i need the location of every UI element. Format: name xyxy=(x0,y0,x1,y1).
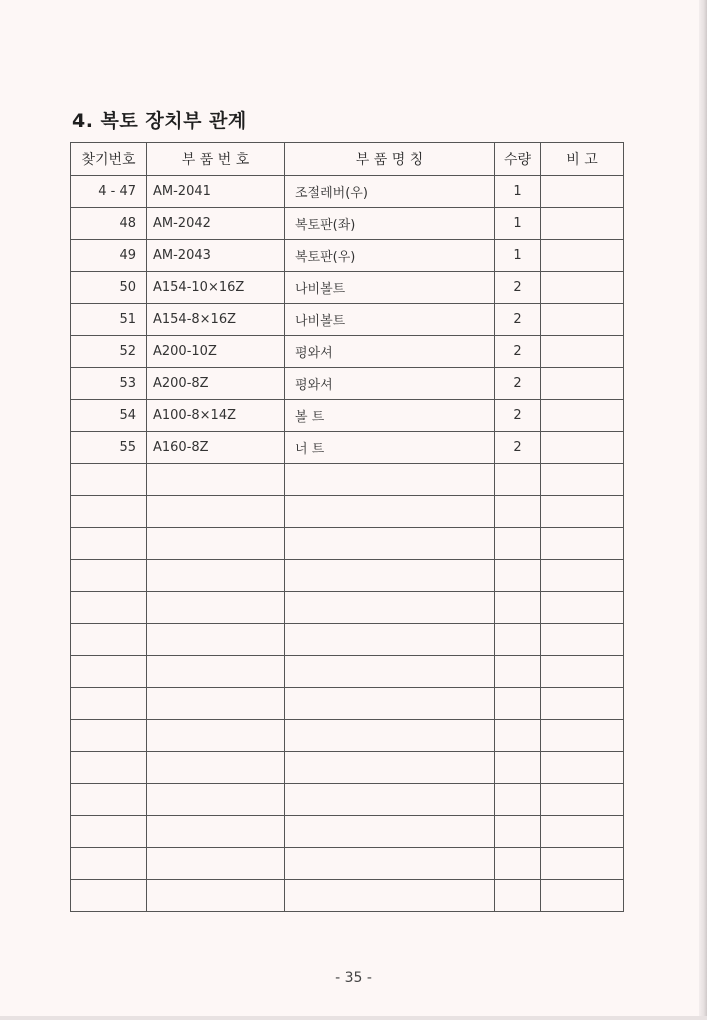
table-row xyxy=(71,496,624,528)
cell-note xyxy=(541,304,624,336)
parts-table-body xyxy=(71,176,624,912)
cell-part-no: AM-2043 xyxy=(147,240,285,272)
cell-note xyxy=(541,208,624,240)
cell-part-no xyxy=(147,720,285,752)
header-part-no: 부 품 번 호 xyxy=(147,143,285,176)
cell-part-name xyxy=(285,720,495,752)
cell-part-no xyxy=(147,784,285,816)
cell-part-no: A154-8×16Z xyxy=(147,304,285,336)
cell-part-name xyxy=(285,624,495,656)
cell-note xyxy=(541,400,624,432)
cell-part-no: AM-2042 xyxy=(147,208,285,240)
table-row xyxy=(71,208,624,240)
cell-part-no xyxy=(147,656,285,688)
cell-qty xyxy=(495,816,541,848)
cell-part-no xyxy=(147,816,285,848)
cell-ref: 54 xyxy=(71,400,147,432)
cell-qty xyxy=(495,528,541,560)
cell-qty: 2 xyxy=(495,272,541,304)
cell-note xyxy=(541,240,624,272)
table-row xyxy=(71,624,624,656)
cell-part-no: A160-8Z xyxy=(147,432,285,464)
table-row xyxy=(71,336,624,368)
cell-qty: 2 xyxy=(495,336,541,368)
cell-ref: 53 xyxy=(71,368,147,400)
cell-note xyxy=(541,528,624,560)
cell-part-name xyxy=(285,592,495,624)
cell-part-name xyxy=(285,496,495,528)
cell-part-name xyxy=(285,560,495,592)
cell-qty xyxy=(495,784,541,816)
cell-part-name: 복토판(좌) xyxy=(285,208,495,240)
cell-ref xyxy=(71,624,147,656)
cell-qty xyxy=(495,752,541,784)
cell-qty xyxy=(495,656,541,688)
cell-note xyxy=(541,560,624,592)
table-row xyxy=(71,464,624,496)
table-row xyxy=(71,784,624,816)
cell-note xyxy=(541,720,624,752)
header-qty: 수량 xyxy=(495,143,541,176)
cell-note xyxy=(541,432,624,464)
cell-note xyxy=(541,592,624,624)
cell-ref xyxy=(71,560,147,592)
cell-part-name xyxy=(285,656,495,688)
cell-part-name xyxy=(285,848,495,880)
table-row xyxy=(71,880,624,912)
cell-part-no: A200-10Z xyxy=(147,336,285,368)
cell-ref: 4 - 47 xyxy=(71,176,147,208)
cell-part-name: 평와셔 xyxy=(285,336,495,368)
cell-ref xyxy=(71,816,147,848)
cell-note xyxy=(541,880,624,912)
cell-part-no xyxy=(147,464,285,496)
cell-part-name: 조절레버(우) xyxy=(285,176,495,208)
cell-qty: 2 xyxy=(495,368,541,400)
cell-ref xyxy=(71,720,147,752)
cell-qty xyxy=(495,496,541,528)
cell-qty xyxy=(495,848,541,880)
cell-ref xyxy=(71,528,147,560)
scan-edge-bottom xyxy=(0,1016,707,1020)
cell-ref xyxy=(71,464,147,496)
cell-part-no: A154-10×16Z xyxy=(147,272,285,304)
cell-ref xyxy=(71,880,147,912)
cell-ref: 51 xyxy=(71,304,147,336)
cell-part-no xyxy=(147,496,285,528)
cell-part-name: 볼 트 xyxy=(285,400,495,432)
cell-ref xyxy=(71,848,147,880)
cell-ref xyxy=(71,656,147,688)
cell-part-name: 나비볼트 xyxy=(285,304,495,336)
cell-part-no xyxy=(147,688,285,720)
table-row xyxy=(71,560,624,592)
cell-qty: 1 xyxy=(495,208,541,240)
cell-note xyxy=(541,784,624,816)
cell-part-name: 나비볼트 xyxy=(285,272,495,304)
cell-ref xyxy=(71,752,147,784)
parts-table xyxy=(70,142,624,912)
cell-ref xyxy=(71,496,147,528)
table-row xyxy=(71,688,624,720)
cell-part-no xyxy=(147,880,285,912)
cell-part-name xyxy=(285,816,495,848)
cell-ref: 52 xyxy=(71,336,147,368)
header-ref: 찾기번호 xyxy=(71,143,147,176)
cell-note xyxy=(541,176,624,208)
header-part-name: 부 품 명 칭 xyxy=(285,143,495,176)
cell-note xyxy=(541,688,624,720)
cell-ref: 48 xyxy=(71,208,147,240)
cell-qty xyxy=(495,624,541,656)
page-number: - 35 - xyxy=(335,970,372,986)
cell-qty: 2 xyxy=(495,400,541,432)
cell-part-no xyxy=(147,528,285,560)
cell-ref xyxy=(71,688,147,720)
cell-part-no xyxy=(147,624,285,656)
cell-note xyxy=(541,464,624,496)
cell-part-name xyxy=(285,688,495,720)
table-row xyxy=(71,400,624,432)
section-title: 4. 복토 장치부 관계 xyxy=(72,110,247,132)
table-row xyxy=(71,304,624,336)
table-row xyxy=(71,368,624,400)
table-row xyxy=(71,176,624,208)
table-row xyxy=(71,592,624,624)
cell-qty xyxy=(495,592,541,624)
cell-note xyxy=(541,848,624,880)
table-row xyxy=(71,752,624,784)
cell-part-no xyxy=(147,560,285,592)
table-row xyxy=(71,816,624,848)
table-header-row xyxy=(71,143,624,176)
cell-qty: 1 xyxy=(495,240,541,272)
cell-part-name xyxy=(285,784,495,816)
cell-qty xyxy=(495,560,541,592)
table-row xyxy=(71,272,624,304)
cell-note xyxy=(541,336,624,368)
cell-ref: 55 xyxy=(71,432,147,464)
cell-qty xyxy=(495,688,541,720)
cell-note xyxy=(541,656,624,688)
cell-ref: 50 xyxy=(71,272,147,304)
cell-part-no xyxy=(147,752,285,784)
cell-qty: 2 xyxy=(495,304,541,336)
cell-part-name: 너 트 xyxy=(285,432,495,464)
table-row xyxy=(71,848,624,880)
cell-part-no xyxy=(147,592,285,624)
cell-part-name: 평와셔 xyxy=(285,368,495,400)
cell-part-name xyxy=(285,880,495,912)
cell-part-no: AM-2041 xyxy=(147,176,285,208)
cell-ref xyxy=(71,592,147,624)
cell-qty: 1 xyxy=(495,176,541,208)
header-note: 비 고 xyxy=(541,143,624,176)
cell-note xyxy=(541,816,624,848)
scan-edge-right xyxy=(699,0,707,1020)
cell-part-no: A200-8Z xyxy=(147,368,285,400)
table-row xyxy=(71,528,624,560)
cell-part-no: A100-8×14Z xyxy=(147,400,285,432)
cell-qty xyxy=(495,880,541,912)
cell-part-name xyxy=(285,528,495,560)
cell-qty xyxy=(495,720,541,752)
cell-part-no xyxy=(147,848,285,880)
cell-part-name: 복토판(우) xyxy=(285,240,495,272)
cell-ref: 49 xyxy=(71,240,147,272)
cell-qty: 2 xyxy=(495,432,541,464)
cell-note xyxy=(541,272,624,304)
cell-note xyxy=(541,624,624,656)
cell-note xyxy=(541,368,624,400)
table-row xyxy=(71,656,624,688)
table-row xyxy=(71,240,624,272)
cell-part-name xyxy=(285,752,495,784)
cell-ref xyxy=(71,784,147,816)
cell-note xyxy=(541,496,624,528)
cell-part-name xyxy=(285,464,495,496)
table-row xyxy=(71,720,624,752)
table-row xyxy=(71,432,624,464)
cell-qty xyxy=(495,464,541,496)
cell-note xyxy=(541,752,624,784)
